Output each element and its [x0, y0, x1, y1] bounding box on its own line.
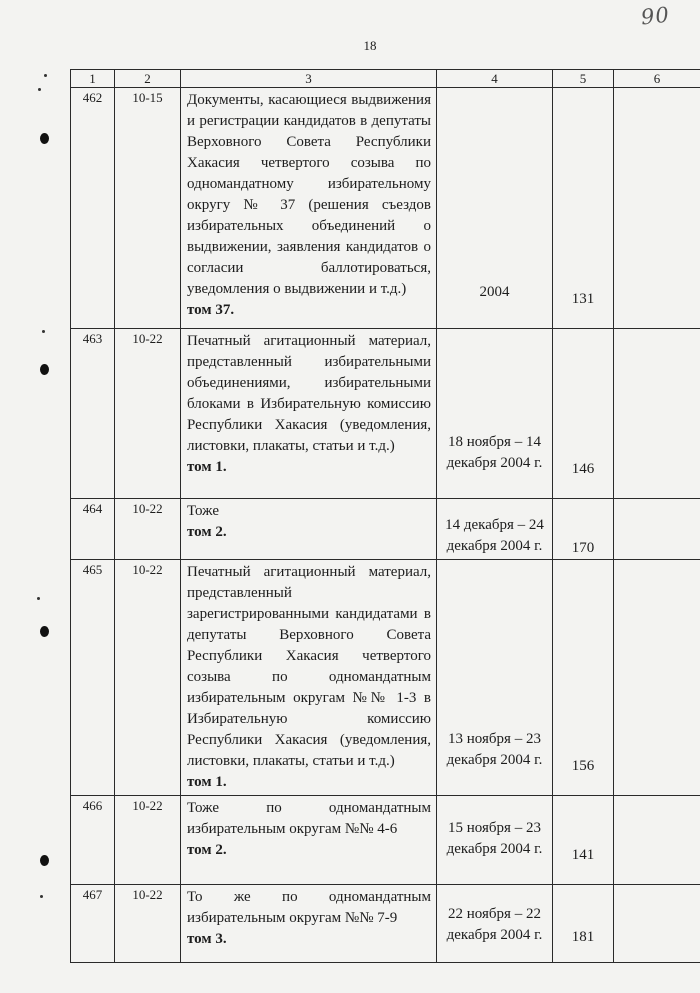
volume-label: том 3.	[187, 931, 227, 947]
fund-code: 10-22	[115, 885, 181, 963]
column-header: 6	[614, 70, 700, 88]
binding-hole	[40, 855, 49, 866]
file-title: То же по одномандатным избирательным округам №№ 7-9	[187, 889, 431, 926]
row-number: 464	[71, 499, 115, 560]
speck	[44, 74, 47, 77]
file-title-cell	[181, 88, 437, 329]
date-range: 14 декабря – 24 декабря 2004 г.	[437, 499, 553, 560]
file-title: Печатный агитационный материал, представленный зарегистрированными кандидатами в депутаты Верховного Совета Республики Хакасия четвертого созыва по одномандатным избирательным округам №№ 1-3 в Избирательную комиссию Республики Хакасия (уведомления, листовки, плакаты, статьи и т.д.)	[187, 564, 431, 769]
table-row	[71, 885, 700, 963]
note-cell	[614, 329, 700, 499]
row-number: 466	[71, 796, 115, 885]
column-header: 1	[71, 70, 115, 88]
note-cell	[614, 885, 700, 963]
binding-hole	[40, 626, 49, 637]
speck	[40, 895, 43, 898]
page-number: 18	[363, 38, 377, 53]
table-row	[71, 329, 700, 499]
date-range: 18 ноября – 14 декабря 2004 г.	[437, 329, 553, 499]
file-title-cell	[181, 329, 437, 499]
column-header: 4	[437, 70, 553, 88]
binding-hole	[40, 133, 49, 144]
table-row	[71, 796, 700, 885]
file-title-cell	[181, 499, 437, 560]
column-header: 5	[553, 70, 614, 88]
table-header-row	[71, 70, 700, 88]
sheet-count: 181	[553, 885, 614, 963]
file-title: Тоже	[187, 503, 219, 519]
file-title: Документы, касающиеся выдвижения и регистрации кандидатов в депутаты Верховного Совета Республики Хакасия четвертого созыва по одномандатному избирательному округу № 37 (решения съездов избирательных объединений о выдвижении, заявления кандидатов о согласии баллотироваться, уведомления о выдвижении и т.д.)	[187, 92, 431, 297]
sheet-count: 170	[553, 499, 614, 560]
fund-code: 10-15	[115, 88, 181, 329]
row-number: 467	[71, 885, 115, 963]
file-title-cell	[181, 885, 437, 963]
fund-code: 10-22	[115, 796, 181, 885]
file-title: Печатный агитационный материал, представленный избирательными объединениями, избирательными блоками в Избирательную комиссию Республики Хакасия (уведомления, листовки, плакаты, статьи и т.д.)	[187, 333, 431, 454]
date-range: 22 ноября – 22 декабря 2004 г.	[437, 885, 553, 963]
date-range: 13 ноября – 23 декабря 2004 г.	[437, 560, 553, 796]
speck	[37, 597, 40, 600]
handwritten-page-number: 90	[639, 2, 671, 30]
sheet-count: 156	[553, 560, 614, 796]
volume-label: том 1.	[187, 459, 227, 475]
volume-label: том 1.	[187, 774, 227, 790]
table-row	[71, 499, 700, 560]
binding-hole	[40, 364, 49, 375]
table-row	[71, 560, 700, 796]
note-cell	[614, 560, 700, 796]
row-number: 463	[71, 329, 115, 499]
speck	[38, 88, 41, 91]
date-range: 2004	[437, 88, 553, 329]
speck	[42, 330, 45, 333]
sheet-count: 131	[553, 88, 614, 329]
date-range: 15 ноября – 23 декабря 2004 г.	[437, 796, 553, 885]
file-title-cell	[181, 796, 437, 885]
note-cell	[614, 499, 700, 560]
row-number: 462	[71, 88, 115, 329]
row-number: 465	[71, 560, 115, 796]
column-header: 2	[115, 70, 181, 88]
file-title-cell	[181, 560, 437, 796]
fund-code: 10-22	[115, 499, 181, 560]
note-cell	[614, 88, 700, 329]
column-header: 3	[181, 70, 437, 88]
volume-label: том 2.	[187, 524, 227, 540]
note-cell	[614, 796, 700, 885]
sheet-count: 146	[553, 329, 614, 499]
volume-label: том 37.	[187, 302, 235, 318]
fund-code: 10-22	[115, 560, 181, 796]
volume-label: том 2.	[187, 842, 227, 858]
fund-code: 10-22	[115, 329, 181, 499]
inventory-table	[70, 69, 700, 963]
file-title: Тоже по одномандатным избирательным округам №№ 4-6	[187, 800, 431, 837]
table-row	[71, 88, 700, 329]
sheet-count: 141	[553, 796, 614, 885]
